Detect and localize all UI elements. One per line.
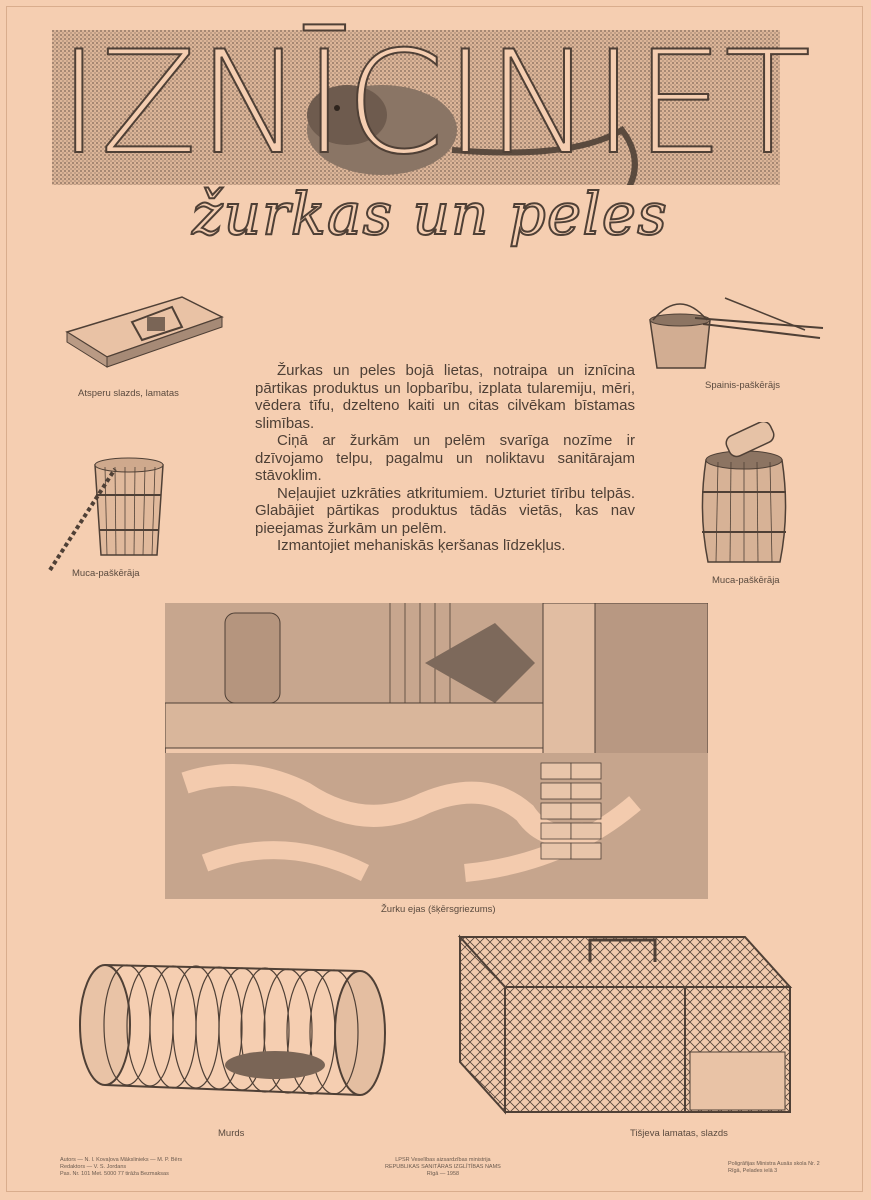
- footer-line: Redaktors — V. S. Jordans: [60, 1164, 127, 1170]
- spring-trap-illustration: [62, 292, 227, 374]
- barrel-trap-left-illustration: [45, 455, 170, 573]
- body-paragraph: Žurkas un peles bojā lietas, notraipa un iznīcina pārtikas produktus un lopbarību, izplata tularemiju, mēri, vēdera tīfu, dzelteno kaiti un citas cilvēkam bīstamas slimības.: [255, 362, 635, 432]
- footer-line: REPUBLIKAS SANITĀRAS IZGLĪTĪBAS NAMS: [385, 1164, 501, 1170]
- title-letter: Z: [99, 21, 198, 186]
- bucket-trap-illustration: [645, 290, 825, 372]
- footer-printer: [728, 1161, 820, 1175]
- caption-burrows: Žurku ejas (šķērsgriezums): [381, 904, 496, 915]
- rat-burrows-illustration: [165, 603, 708, 899]
- title-letter: I: [592, 21, 635, 186]
- page-subtitle: žurkas un peles: [192, 180, 668, 248]
- caption-cylinder: Murds: [218, 1128, 245, 1139]
- title-letter: C: [345, 21, 445, 186]
- cylinder-trap-illustration: [75, 955, 393, 1125]
- title-letter: I: [58, 21, 100, 186]
- caption-bucket-trap: Spainis-paškērājs: [705, 380, 780, 391]
- body-paragraph: Ciņā ar žurkām un pelēm svarīga nozīme ir dzīvojamo telpu, pagalmu un noliktavu sanitārajam stāvoklim.: [255, 432, 635, 484]
- footer-credits: [60, 1157, 182, 1178]
- footer-line: LPSR Veselības aizsardzības ministrija: [395, 1157, 491, 1163]
- footer-line: Pas. Nr. 101 Met. 5000 77 tirāža Bezmaksas: [60, 1171, 169, 1177]
- footer-line: Rīgā — 1958: [426, 1171, 460, 1177]
- footer-publisher: [385, 1157, 501, 1178]
- title-letter: T: [724, 21, 811, 186]
- title-letter: I: [444, 21, 487, 186]
- caption-spring-trap: Atsperu slazds, lamatas: [78, 388, 179, 399]
- footer-line: Poligrāfijas Ministra Ausās skola Nr. 2: [728, 1161, 820, 1167]
- title-letter: N: [486, 21, 593, 186]
- title-letter: E: [634, 21, 725, 186]
- caption-barrel-right: Muca-paškērāja: [712, 575, 780, 586]
- body-paragraph: Izmantojiet mehaniskās ķeršanas līdzekļus.: [277, 537, 566, 554]
- footer-line: Autors — N. I. Kovaļova Mākslinieks — M. P. Bērs: [60, 1157, 183, 1163]
- cage-trap-illustration: [455, 932, 793, 1117]
- title-letter: N: [197, 21, 304, 186]
- title-letter: Ī: [303, 21, 346, 186]
- footer-line: Rīgā, Pelades ielā 3: [728, 1168, 778, 1174]
- barrel-trap-right-illustration: [698, 422, 793, 572]
- caption-cage: Tišjeva lamatas, slazds: [630, 1128, 728, 1139]
- body-text: [255, 362, 635, 555]
- caption-barrel-left: Muca-paškērāja: [72, 568, 140, 579]
- page-title: [58, 21, 811, 186]
- body-paragraph: Neļaujiet uzkrāties atkritumiem. Uzturiet tīrību telpās. Glabājiet pārtikas produktus tādās vietās, kas nav pieejamas žurkām un pelēm.: [255, 484, 635, 537]
